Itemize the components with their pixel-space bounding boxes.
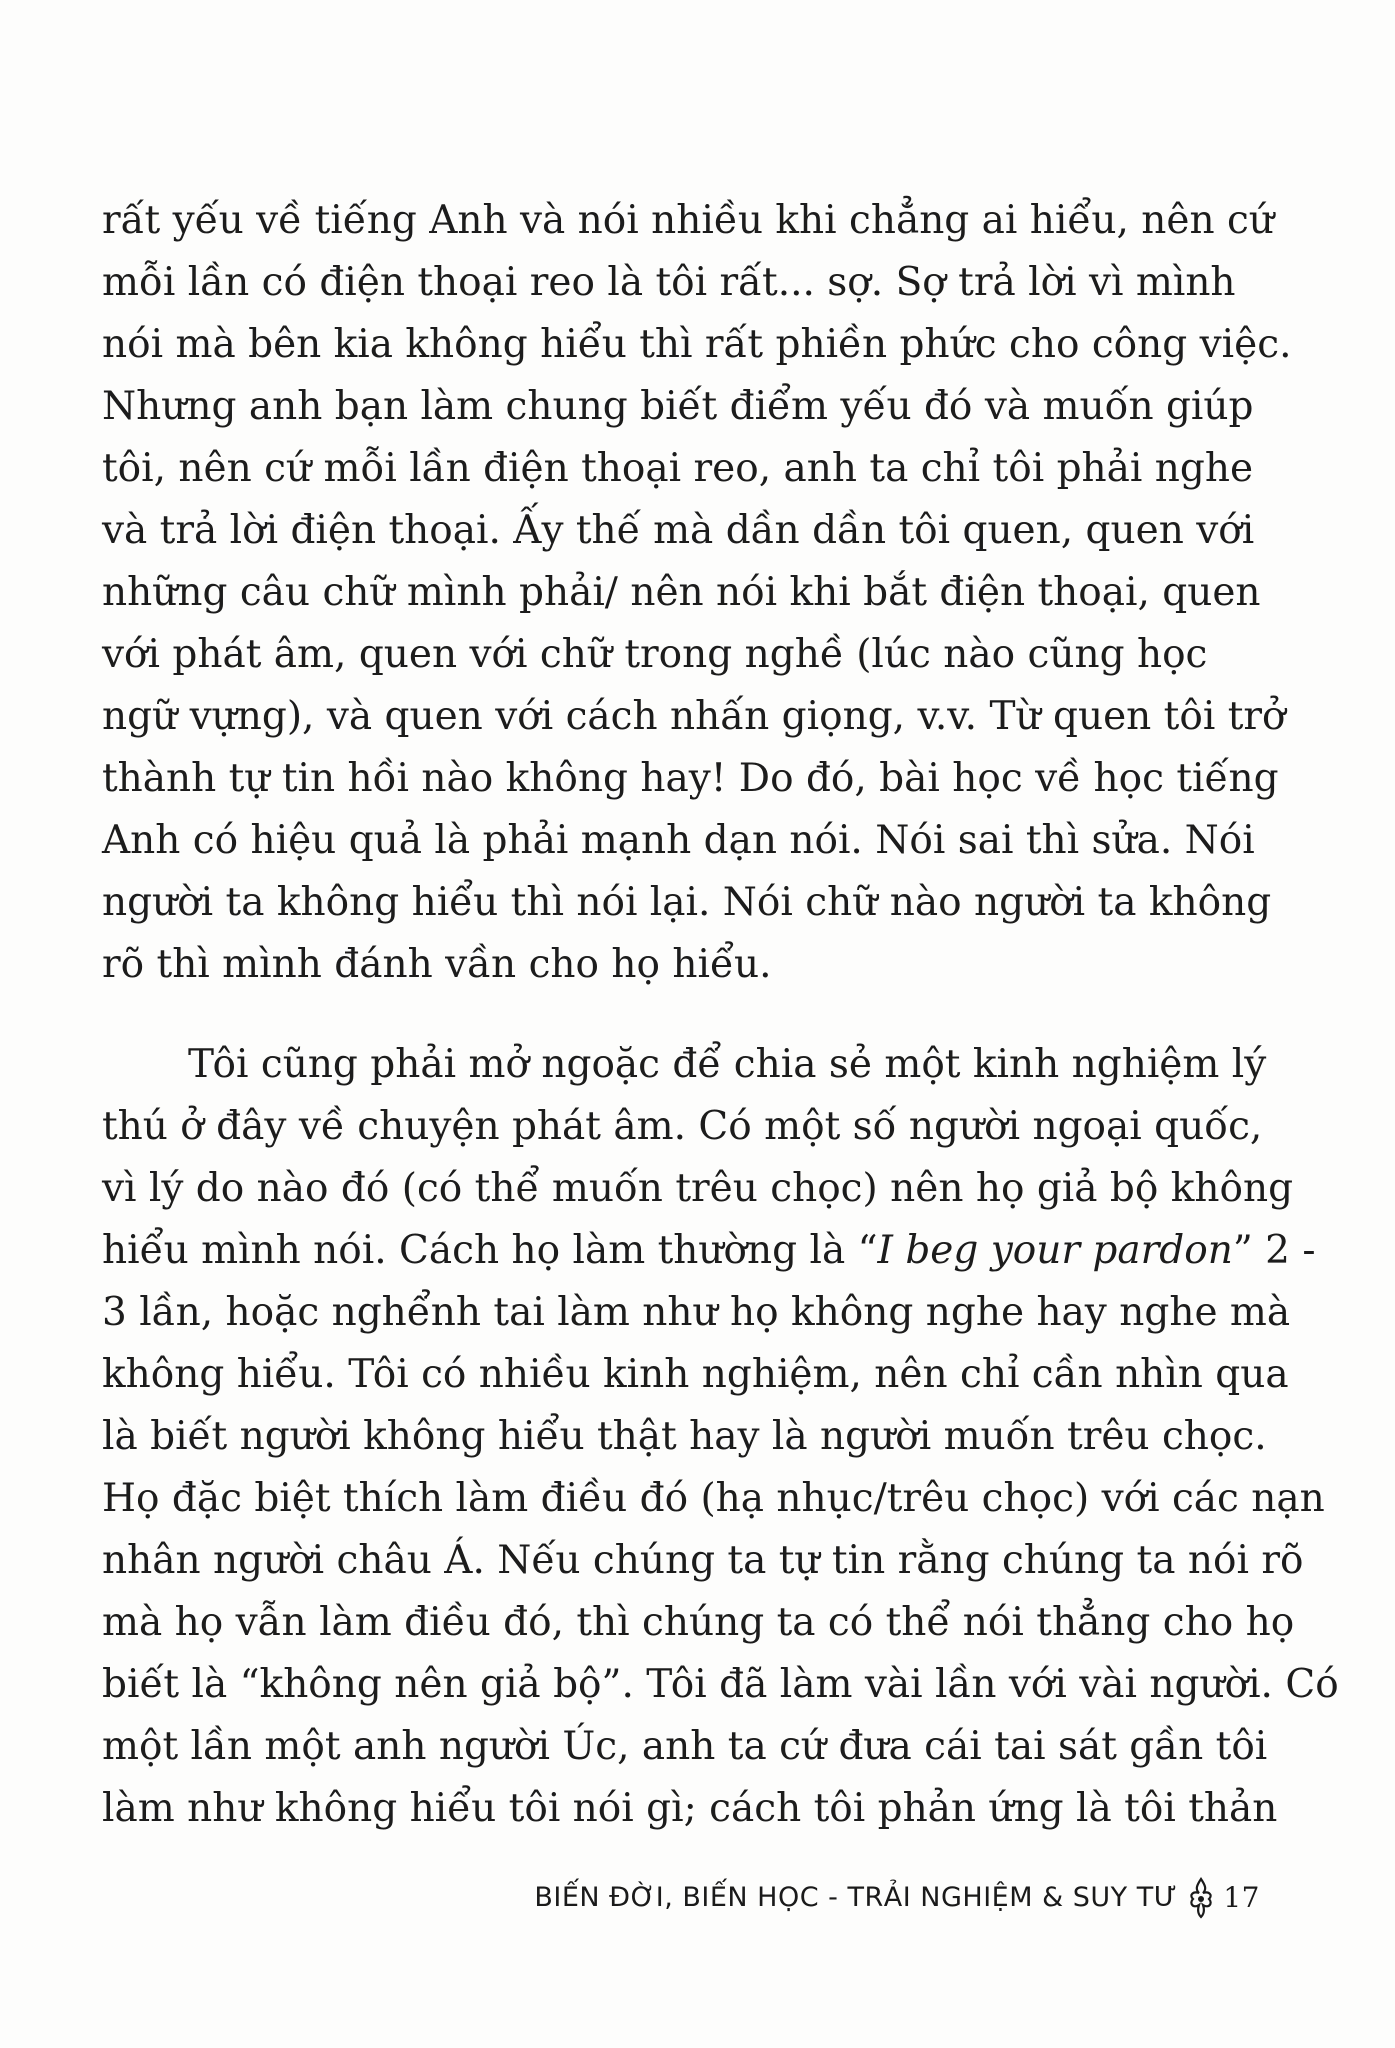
text-line: nói mà bên kia không hiểu thì rất phiền phức cho công việc.: [102, 322, 1292, 367]
italic-phrase: I beg your pardon: [877, 1228, 1233, 1273]
text-line: và trả lời điện thoại. Ấy thế mà dần dần tôi quen, quen với: [102, 508, 1255, 553]
text-line: mà họ vẫn làm điều đó, thì chúng ta có thể nói thẳng cho họ: [102, 1600, 1295, 1645]
text-line: Nhưng anh bạn làm chung biết điểm yếu đó và muốn giúp: [102, 384, 1254, 429]
text-line-with-italic: hiểu mình nói. Cách họ làm thường là “I beg your pardon” 2 -: [102, 1228, 1316, 1273]
fleuron-icon: [1185, 1875, 1217, 1919]
text-line: thú ở đây về chuyện phát âm. Có một số người ngoại quốc,: [102, 1104, 1263, 1149]
text-line: thành tự tin hồi nào không hay! Do đó, bài học về học tiếng: [102, 756, 1279, 801]
text-line: không hiểu. Tôi có nhiều kinh nghiệm, nên chỉ cần nhìn qua: [102, 1352, 1289, 1397]
text-line: Họ đặc biệt thích làm điều đó (hạ nhục/trêu chọc) với các nạn: [102, 1476, 1325, 1521]
text-line: với phát âm, quen với chữ trong nghề (lúc nào cũng học: [102, 632, 1208, 677]
paragraph-2: [102, 1034, 1339, 1840]
page-number: 17: [1223, 1880, 1260, 1914]
text-line: Tôi cũng phải mở ngoặc để chia sẻ một kinh nghiệm lý: [188, 1042, 1267, 1087]
text-line: tôi, nên cứ mỗi lần điện thoại reo, anh ta chỉ tôi phải nghe: [102, 446, 1254, 491]
paragraph-1: [102, 190, 1292, 996]
running-footer: [534, 1872, 1260, 1922]
text-line: rất yếu về tiếng Anh và nói nhiều khi chẳng ai hiểu, nên cứ: [102, 198, 1274, 243]
text-line: những câu chữ mình phải/ nên nói khi bắt điện thoại, quen: [102, 570, 1261, 615]
text-line: nhân người châu Á. Nếu chúng ta tự tin rằng chúng ta nói rõ: [102, 1538, 1304, 1583]
running-title: BIẾN ĐỜI, BIẾN HỌC - TRẢI NGHIỆM & SUY TƯ: [534, 1881, 1178, 1913]
text-line: người ta không hiểu thì nói lại. Nói chữ nào người ta không: [102, 880, 1272, 925]
text-line: làm như không hiểu tôi nói gì; cách tôi phản ứng là tôi thản: [102, 1786, 1278, 1831]
text-line: là biết người không hiểu thật hay là người muốn trêu chọc.: [102, 1414, 1267, 1459]
text-line: ngữ vựng), và quen với cách nhấn giọng, v.v. Từ quen tôi trở: [102, 694, 1286, 739]
text-line: biết là “không nên giả bộ”. Tôi đã làm vài lần với vài người. Có: [102, 1662, 1339, 1707]
text-line: Anh có hiệu quả là phải mạnh dạn nói. Nói sai thì sửa. Nói: [102, 818, 1255, 863]
text-line: rõ thì mình đánh vần cho họ hiểu.: [102, 942, 772, 987]
text-line: vì lý do nào đó (có thể muốn trêu chọc) nên họ giả bộ không: [102, 1166, 1294, 1211]
text-line: một lần một anh người Úc, anh ta cứ đưa cái tai sát gần tôi: [102, 1724, 1268, 1769]
text-line: mỗi lần có điện thoại reo là tôi rất... sợ. Sợ trả lời vì mình: [102, 260, 1236, 305]
text-line: 3 lần, hoặc nghểnh tai làm như họ không nghe hay nghe mà: [102, 1290, 1291, 1335]
